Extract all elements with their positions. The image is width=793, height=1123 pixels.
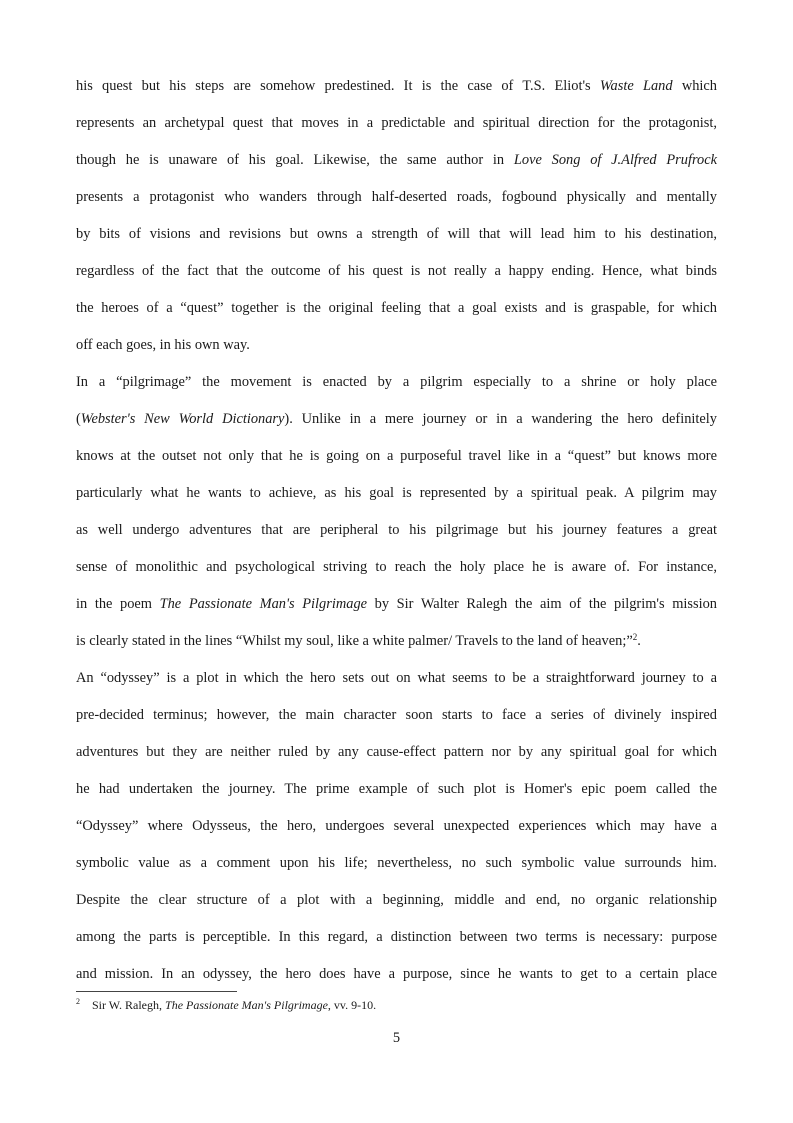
text-line-25: and mission. In an odyssey, the hero does have a purpose, since he wants to get to a certain place <box>76 966 717 982</box>
text-line-19: adventures but they are neither ruled by any cause-effect pattern nor by any spiritual goal for which <box>76 744 717 760</box>
text-line-10: (Webster's New World Dictionary). Unlike in a mere journey or in a wandering the hero definitely <box>76 411 717 427</box>
text-line-9: In a “pilgrimage” the movement is enacted by a pilgrim especially to a shrine or holy place <box>76 374 717 390</box>
text-line-2: represents an archetypal quest that moves in a predictable and spiritual direction for the protagonist, <box>76 115 717 131</box>
text-line-14: sense of monolithic and psychological striving to reach the holy place he is aware of. For instance, <box>76 559 717 575</box>
text-line-24: among the parts is perceptible. In this regard, a distinction between two terms is necessary: purpose <box>76 929 717 945</box>
text-line-1: his quest but his steps are somehow predestined. It is the case of T.S. Eliot's Waste Land which <box>76 78 717 94</box>
text-line-13: as well undergo adventures that are peripheral to his pilgrimage but his journey features a great <box>76 522 717 538</box>
footnote-title: The Passionate Man's Pilgrimage <box>165 998 328 1012</box>
text-line-22: symbolic value as a comment upon his life; nevertheless, no such symbolic value surrounds him. <box>76 855 717 871</box>
text-line-15: in the poem The Passionate Man's Pilgrimage by Sir Walter Ralegh the aim of the pilgrim's mission <box>76 596 717 612</box>
text-line-23: Despite the clear structure of a plot with a beginning, middle and end, no organic relationship <box>76 892 717 908</box>
text-line-20: he had undertaken the journey. The prime example of such plot is Homer's epic poem called the <box>76 781 717 797</box>
text-line-7: the heroes of a “quest” together is the original feeling that a goal exists and is graspable, for which <box>76 300 717 316</box>
footnote-prefix: Sir W. Ralegh, <box>92 998 166 1012</box>
text-line-21: “Odyssey” where Odysseus, the hero, undergoes several unexpected experiences which may have a <box>76 818 717 834</box>
text-line-5: by bits of visions and revisions but owns a strength of will that will lead him to his destination, <box>76 226 717 242</box>
text-line-3: though he is unaware of his goal. Likewise, the same author in Love Song of J.Alfred Prufrock <box>76 152 717 168</box>
footnote: 2 Sir W. Ralegh, The Passionate Man's Pilgrimage, vv. 9-10. <box>76 997 377 1012</box>
text-line-6: regardless of the fact that the outcome of his quest is not really a happy ending. Hence, what binds <box>76 263 717 279</box>
page-number: 5 <box>392 1030 401 1046</box>
text-line-17: An “odyssey” is a plot in which the hero sets out on what seems to be a straightforward journey to a <box>76 670 717 686</box>
text-line-12: particularly what he wants to achieve, as his goal is represented by a spiritual peak. A pilgrim may <box>76 485 717 501</box>
footnote-separator <box>76 991 237 992</box>
text-line-18: pre-decided terminus; however, the main character soon starts to face a series of divinely inspired <box>76 707 717 723</box>
text-line-8: off each goes, in his own way. <box>76 337 250 353</box>
text-line-16: is clearly stated in the lines “Whilst my soul, like a white palmer/ Travels to the land of heaven;”$^2$. <box>76 632 641 649</box>
footnote-suffix: , vv. 9-10. <box>327 998 377 1012</box>
text-line-11: knows at the outset not only that he is going on a purposeful travel like in a “quest” but knows more <box>76 448 717 464</box>
main-text <box>76 68 717 993</box>
text-line-4: presents a protagonist who wanders through half-deserted roads, fogbound physically and mentally <box>76 189 717 205</box>
footnote-reference[interactable]: 2 <box>632 632 638 642</box>
